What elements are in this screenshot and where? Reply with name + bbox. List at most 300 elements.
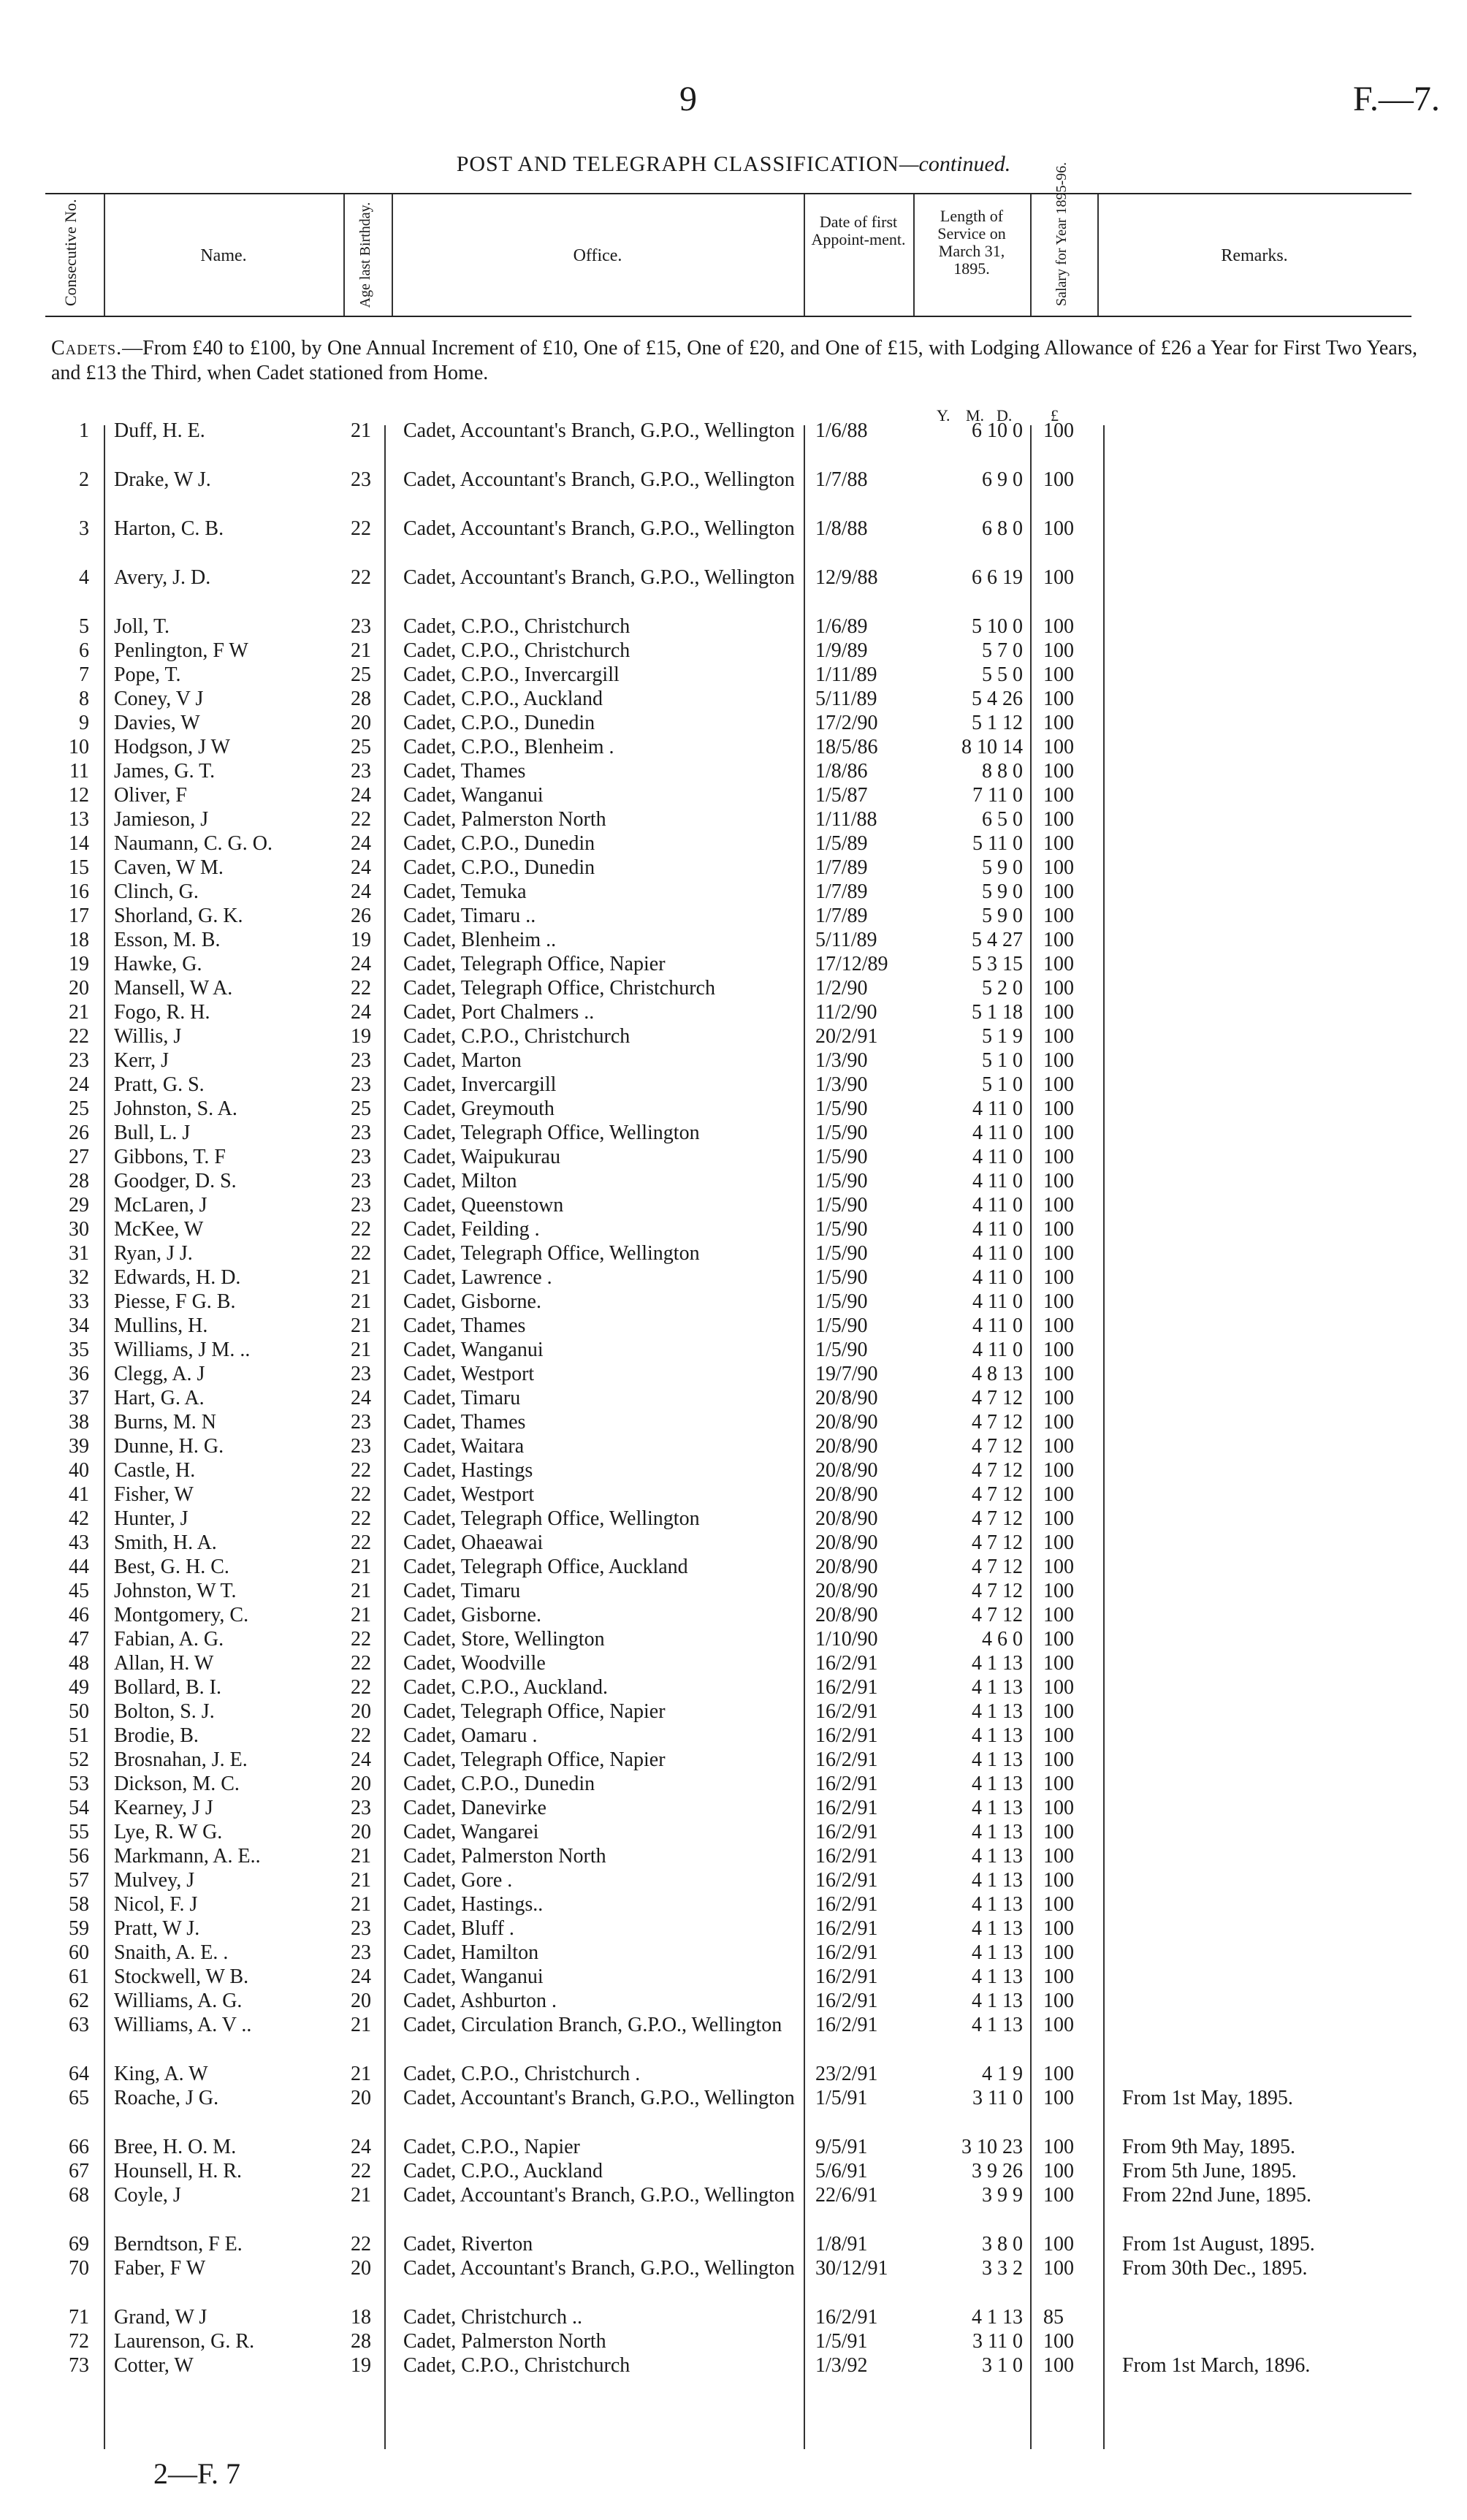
- row-office: Cadet, C.P.O., Dunedin: [403, 1773, 595, 1795]
- row-age: 21: [351, 2184, 371, 2207]
- row-length-of-service: 4 11 0: [972, 1290, 1023, 1313]
- row-length-of-service: 4 6 0: [982, 1628, 1023, 1651]
- row-appointment-date: 12/9/88: [815, 566, 878, 589]
- row-length-of-service: 4 11 0: [972, 1170, 1023, 1192]
- row-name: Piesse, F G. B.: [114, 1290, 236, 1313]
- row-office: Cadet, C.P.O., Auckland: [403, 688, 603, 710]
- row-name: Berndtson, F E.: [114, 2233, 243, 2256]
- row-office: Cadet, Danevirke: [403, 1797, 546, 1819]
- row-office: Cadet, Invercargill: [403, 1073, 557, 1096]
- row-name: Snaith, A. E. .: [114, 1941, 229, 1964]
- row-number: 64: [69, 2063, 89, 2085]
- row-number: 3: [79, 517, 89, 540]
- row-name: Pope, T.: [114, 663, 181, 686]
- row-number: 5: [79, 615, 89, 638]
- row-salary: 100: [1043, 1411, 1074, 1434]
- row-number: 12: [69, 784, 89, 807]
- row-office: Cadet, Greymouth: [403, 1097, 555, 1120]
- row-remarks: From 9th May, 1895.: [1122, 2136, 1295, 2158]
- row-salary: 100: [1043, 1797, 1074, 1819]
- row-name: Johnston, W T.: [114, 1580, 237, 1602]
- row-office: Cadet, Palmerston North: [403, 1845, 606, 1868]
- row-length-of-service: 4 11 0: [972, 1266, 1023, 1289]
- table-row: [0, 1507, 1467, 1531]
- row-office: Cadet, Telegraph Office, Wellington: [403, 1507, 700, 1530]
- table-row: [0, 663, 1467, 688]
- row-appointment-date: 9/5/91: [815, 2136, 868, 2158]
- table-row: [0, 2087, 1467, 2136]
- row-appointment-date: 1/5/91: [815, 2087, 868, 2109]
- row-name: Jamieson, J: [114, 808, 209, 831]
- row-length-of-service: 4 1 13: [972, 1917, 1023, 1940]
- row-salary: 100: [1043, 1893, 1074, 1916]
- row-length-of-service: 5 7 0: [982, 639, 1023, 662]
- row-appointment-date: 1/5/90: [815, 1194, 868, 1217]
- row-age: 23: [351, 1194, 371, 1217]
- row-length-of-service: 3 11 0: [972, 2087, 1023, 2109]
- row-office: Cadet, Ashburton .: [403, 1990, 557, 2012]
- row-name: Mulvey, J: [114, 1869, 195, 1892]
- row-salary: 100: [1043, 1724, 1074, 1747]
- row-length-of-service: 4 7 12: [972, 1556, 1023, 1578]
- row-salary: 100: [1043, 2136, 1074, 2158]
- col-header-office: Office.: [573, 246, 622, 265]
- row-appointment-date: 20/8/90: [815, 1411, 878, 1434]
- row-length-of-service: 7 11 0: [972, 784, 1023, 807]
- row-office: Cadet, C.P.O., Christchurch: [403, 1025, 630, 1048]
- row-length-of-service: 5 3 15: [972, 953, 1023, 975]
- unit-pound: £: [1051, 406, 1059, 425]
- row-appointment-date: 16/2/91: [815, 1724, 878, 1747]
- row-number: 26: [69, 1122, 89, 1144]
- row-age: 20: [351, 1990, 371, 2012]
- header-divider: [1030, 194, 1032, 316]
- row-name: Fabian, A. G.: [114, 1628, 224, 1651]
- page-number: 9: [679, 80, 697, 118]
- table-row: [0, 1170, 1467, 1194]
- row-office: Cadet, Bluff .: [403, 1917, 514, 1940]
- row-appointment-date: 1/10/90: [815, 1628, 878, 1651]
- table-row: [0, 1845, 1467, 1869]
- col-header-name: Name.: [200, 246, 247, 265]
- table-row: [0, 1218, 1467, 1242]
- row-appointment-date: 16/2/91: [815, 1941, 878, 1964]
- row-appointment-date: 1/11/88: [815, 808, 877, 831]
- row-salary: 100: [1043, 1773, 1074, 1795]
- row-appointment-date: 16/2/91: [815, 2014, 878, 2036]
- table-row: [0, 1363, 1467, 1387]
- row-number: 22: [69, 1025, 89, 1048]
- row-age: 24: [351, 832, 371, 855]
- row-age: 23: [351, 1941, 371, 1964]
- row-appointment-date: 1/5/90: [815, 1146, 868, 1168]
- row-office: Cadet, C.P.O., Auckland.: [403, 1676, 608, 1699]
- col-header-remarks: Remarks.: [1221, 246, 1288, 265]
- row-appointment-date: 19/7/90: [815, 1363, 878, 1385]
- row-length-of-service: 4 1 13: [972, 1748, 1023, 1771]
- row-name: Smith, H. A.: [114, 1531, 217, 1554]
- row-appointment-date: 1/7/89: [815, 856, 868, 879]
- row-office: Cadet, C.P.O., Dunedin: [403, 712, 595, 734]
- row-age: 23: [351, 615, 371, 638]
- row-length-of-service: 4 7 12: [972, 1483, 1023, 1506]
- row-salary: 100: [1043, 1266, 1074, 1289]
- table-row: [0, 1556, 1467, 1580]
- unit-days: D.: [997, 406, 1013, 425]
- row-number: 15: [69, 856, 89, 879]
- row-appointment-date: 1/5/90: [815, 1218, 868, 1241]
- row-age: 21: [351, 639, 371, 662]
- row-office: Cadet, Telegraph Office, Napier: [403, 1748, 666, 1771]
- row-office: Cadet, Telegraph Office, Napier: [403, 1700, 666, 1723]
- row-number: 38: [69, 1411, 89, 1434]
- row-appointment-date: 16/2/91: [815, 2306, 878, 2329]
- row-appointment-date: 1/5/90: [815, 1242, 868, 1265]
- row-age: 23: [351, 1363, 371, 1385]
- row-age: 24: [351, 953, 371, 975]
- row-length-of-service: 4 1 13: [972, 1821, 1023, 1843]
- row-office: Cadet, Palmerston North: [403, 808, 606, 831]
- row-number: 53: [69, 1773, 89, 1795]
- row-appointment-date: 1/7/89: [815, 880, 868, 903]
- row-length-of-service: 4 11 0: [972, 1218, 1023, 1241]
- row-name: Gibbons, T. F: [114, 1146, 226, 1168]
- row-salary: 100: [1043, 2063, 1074, 2085]
- row-age: 22: [351, 2160, 371, 2182]
- row-number: 23: [69, 1049, 89, 1072]
- row-office: Cadet, Feilding .: [403, 1218, 540, 1241]
- table-row: [0, 2184, 1467, 2233]
- row-office: Cadet, Timaru: [403, 1387, 521, 1409]
- table-row: [0, 808, 1467, 832]
- row-appointment-date: 17/2/90: [815, 712, 878, 734]
- row-name: Fisher, W: [114, 1483, 194, 1506]
- row-age: 23: [351, 1049, 371, 1072]
- row-office: Cadet, C.P.O., Christchurch .: [403, 2063, 641, 2085]
- row-age: 26: [351, 905, 371, 927]
- row-number: 42: [69, 1507, 89, 1530]
- row-salary: 100: [1043, 832, 1074, 855]
- row-age: 18: [351, 2306, 371, 2329]
- row-number: 31: [69, 1242, 89, 1265]
- row-age: 24: [351, 1001, 371, 1024]
- row-name: Mullins, H.: [114, 1314, 208, 1337]
- row-name: McLaren, J: [114, 1194, 207, 1217]
- row-length-of-service: 5 9 0: [982, 880, 1023, 903]
- table-row: [0, 1073, 1467, 1097]
- row-office: Cadet, Queenstown: [403, 1194, 564, 1217]
- row-name: Ryan, J J.: [114, 1242, 193, 1265]
- row-office: Cadet, Wangarei: [403, 1821, 539, 1843]
- row-salary: 100: [1043, 736, 1074, 758]
- row-number: 37: [69, 1387, 89, 1409]
- row-length-of-service: 4 1 13: [972, 1941, 1023, 1964]
- row-name: Duff, H. E.: [114, 419, 205, 442]
- row-office: Cadet, Telegraph Office, Auckland: [403, 1556, 688, 1578]
- row-number: 71: [69, 2306, 89, 2329]
- row-name: Lye, R. W G.: [114, 1821, 223, 1843]
- row-number: 47: [69, 1628, 89, 1651]
- row-name: Kearney, J J: [114, 1797, 213, 1819]
- row-office: Cadet, Blenheim ..: [403, 929, 557, 951]
- table-row: [0, 1869, 1467, 1893]
- row-salary: 100: [1043, 1387, 1074, 1409]
- row-number: 56: [69, 1845, 89, 1868]
- row-appointment-date: 18/5/86: [815, 736, 878, 758]
- row-salary: 100: [1043, 419, 1074, 442]
- row-appointment-date: 1/9/89: [815, 639, 868, 662]
- row-number: 61: [69, 1965, 89, 1988]
- row-salary: 100: [1043, 2087, 1074, 2109]
- row-name: Faber, F W: [114, 2257, 206, 2280]
- row-office: Cadet, Riverton: [403, 2233, 533, 2256]
- row-number: 8: [79, 688, 89, 710]
- row-salary: 100: [1043, 1990, 1074, 2012]
- table-row: [0, 419, 1467, 468]
- page-title: [0, 152, 1467, 177]
- row-name: Brosnahan, J. E.: [114, 1748, 248, 1771]
- row-length-of-service: 5 1 0: [982, 1049, 1023, 1072]
- row-appointment-date: 1/8/86: [815, 760, 868, 783]
- row-length-of-service: 6 9 0: [982, 468, 1023, 491]
- table-row: [0, 2014, 1467, 2063]
- row-name: Burns, M. N: [114, 1411, 217, 1434]
- row-age: 24: [351, 880, 371, 903]
- row-name: Hawke, G.: [114, 953, 202, 975]
- row-salary: 100: [1043, 615, 1074, 638]
- row-length-of-service: 3 9 26: [972, 2160, 1023, 2182]
- row-age: 23: [351, 1797, 371, 1819]
- row-office: Cadet, Timaru: [403, 1580, 521, 1602]
- unit-months: M.: [966, 406, 985, 425]
- header-bottom-rule: [45, 316, 1411, 317]
- row-age: 20: [351, 712, 371, 734]
- table-row: [0, 615, 1467, 639]
- row-office: Cadet, C.P.O., Auckland: [403, 2160, 603, 2182]
- row-appointment-date: 20/8/90: [815, 1507, 878, 1530]
- row-length-of-service: 4 1 13: [972, 1965, 1023, 1988]
- row-length-of-service: 3 9 9: [982, 2184, 1023, 2207]
- row-salary: 100: [1043, 1339, 1074, 1361]
- row-name: Penlington, F W: [114, 639, 248, 662]
- row-length-of-service: 5 10 0: [972, 615, 1023, 638]
- row-age: 21: [351, 419, 371, 442]
- row-number: 13: [69, 808, 89, 831]
- row-number: 32: [69, 1266, 89, 1289]
- row-name: Williams, A. G.: [114, 1990, 243, 2012]
- row-office: Cadet, Oamaru .: [403, 1724, 538, 1747]
- row-salary: 100: [1043, 953, 1074, 975]
- row-salary: 100: [1043, 1435, 1074, 1458]
- row-number: 50: [69, 1700, 89, 1723]
- row-length-of-service: 6 8 0: [982, 517, 1023, 540]
- section-text: —From £40 to £100, by One Annual Increment of £10, One of £15, One of £20, and One of £15, with Lodging Allowance of £26 a Year for First Two Years, and £13 the Third, when Cadet stationed from Home.: [51, 337, 1417, 384]
- row-salary: 100: [1043, 1290, 1074, 1313]
- table-row: [0, 1773, 1467, 1797]
- row-appointment-date: 16/2/91: [815, 1990, 878, 2012]
- row-age: 23: [351, 468, 371, 491]
- row-appointment-date: 1/8/88: [815, 517, 868, 540]
- row-age: 21: [351, 1339, 371, 1361]
- row-salary: 100: [1043, 712, 1074, 734]
- row-appointment-date: 1/5/90: [815, 1097, 868, 1120]
- row-age: 22: [351, 1531, 371, 1554]
- row-salary: 100: [1043, 784, 1074, 807]
- row-salary: 100: [1043, 808, 1074, 831]
- row-age: 22: [351, 2233, 371, 2256]
- row-name: Williams, A. V ..: [114, 2014, 252, 2036]
- table-row: [0, 977, 1467, 1001]
- row-name: Bree, H. O. M.: [114, 2136, 237, 2158]
- row-salary: 100: [1043, 856, 1074, 879]
- row-length-of-service: 4 1 13: [972, 2306, 1023, 2329]
- table-row: [0, 1314, 1467, 1339]
- table-row: [0, 1748, 1467, 1773]
- row-age: 21: [351, 1893, 371, 1916]
- table-row: [0, 1965, 1467, 1990]
- row-number: 72: [69, 2330, 89, 2353]
- row-age: 21: [351, 1290, 371, 1313]
- row-salary: 100: [1043, 663, 1074, 686]
- row-age: 23: [351, 1146, 371, 1168]
- row-appointment-date: 16/2/91: [815, 1845, 878, 1868]
- row-office: Cadet, C.P.O., Napier: [403, 2136, 580, 2158]
- row-appointment-date: 1/6/89: [815, 615, 868, 638]
- row-name: Hunter, J: [114, 1507, 188, 1530]
- row-office: Cadet, Accountant's Branch, G.P.O., Wellington: [403, 566, 795, 589]
- row-number: 30: [69, 1218, 89, 1241]
- row-appointment-date: 1/3/92: [815, 2354, 868, 2377]
- row-age: 24: [351, 1387, 371, 1409]
- row-office: Cadet, Accountant's Branch, G.P.O., Wellington: [403, 419, 795, 442]
- row-name: Clegg, A. J: [114, 1363, 205, 1385]
- row-length-of-service: 4 8 13: [972, 1363, 1023, 1385]
- row-name: Cotter, W: [114, 2354, 194, 2377]
- row-length-of-service: 4 7 12: [972, 1411, 1023, 1434]
- row-salary: 100: [1043, 1869, 1074, 1892]
- row-appointment-date: 16/2/91: [815, 1965, 878, 1988]
- table-row: [0, 1652, 1467, 1676]
- row-office: Cadet, Port Chalmers ..: [403, 1001, 595, 1024]
- row-age: 22: [351, 977, 371, 1000]
- row-office: Cadet, Gore .: [403, 1869, 513, 1892]
- row-number: 69: [69, 2233, 89, 2256]
- row-name: Grand, W J: [114, 2306, 207, 2329]
- table-row: [0, 1628, 1467, 1652]
- row-length-of-service: 5 5 0: [982, 663, 1023, 686]
- header-divider: [343, 194, 345, 316]
- row-salary: 100: [1043, 1700, 1074, 1723]
- row-name: King, A. W: [114, 2063, 208, 2085]
- row-number: 48: [69, 1652, 89, 1675]
- row-length-of-service: 5 9 0: [982, 905, 1023, 927]
- table-row: [0, 784, 1467, 808]
- row-remarks: From 30th Dec., 1895.: [1122, 2257, 1308, 2280]
- table-row: [0, 1411, 1467, 1435]
- row-number: 67: [69, 2160, 89, 2182]
- classification-table: [0, 419, 1467, 2378]
- row-number: 58: [69, 1893, 89, 1916]
- row-number: 20: [69, 977, 89, 1000]
- row-length-of-service: 4 1 13: [972, 2014, 1023, 2036]
- row-length-of-service: 4 1 13: [972, 1652, 1023, 1675]
- row-length-of-service: 4 1 13: [972, 1845, 1023, 1868]
- row-salary: 100: [1043, 2014, 1074, 2036]
- row-salary: 85: [1043, 2306, 1064, 2329]
- row-number: 33: [69, 1290, 89, 1313]
- row-office: Cadet, Waitara: [403, 1435, 525, 1458]
- row-appointment-date: 1/5/90: [815, 1339, 868, 1361]
- row-salary: 100: [1043, 2330, 1074, 2353]
- table-row: [0, 1459, 1467, 1483]
- row-salary: 100: [1043, 1628, 1074, 1651]
- col-header-consecutive-no: Consecutive No.: [61, 199, 80, 306]
- row-number: 62: [69, 1990, 89, 2012]
- row-appointment-date: 1/3/90: [815, 1049, 868, 1072]
- row-office: Cadet, Hastings..: [403, 1893, 544, 1916]
- header-divider: [913, 194, 915, 316]
- row-age: 21: [351, 1314, 371, 1337]
- row-number: 43: [69, 1531, 89, 1554]
- row-office: Cadet, Milton: [403, 1170, 517, 1192]
- row-appointment-date: 17/12/89: [815, 953, 888, 975]
- row-appointment-date: 16/2/91: [815, 1821, 878, 1843]
- row-length-of-service: 6 10 0: [972, 419, 1023, 442]
- row-number: 19: [69, 953, 89, 975]
- row-appointment-date: 16/2/91: [815, 1869, 878, 1892]
- row-office: Cadet, C.P.O., Blenheim .: [403, 736, 614, 758]
- row-appointment-date: 20/8/90: [815, 1435, 878, 1458]
- row-salary: 100: [1043, 1194, 1074, 1217]
- row-length-of-service: 4 1 13: [972, 1797, 1023, 1819]
- row-salary: 100: [1043, 1917, 1074, 1940]
- row-name: Fogo, R. H.: [114, 1001, 210, 1024]
- row-number: 21: [69, 1001, 89, 1024]
- row-age: 22: [351, 1628, 371, 1651]
- row-age: 23: [351, 1122, 371, 1144]
- row-number: 49: [69, 1676, 89, 1699]
- row-office: Cadet, Telegraph Office, Wellington: [403, 1122, 700, 1144]
- row-number: 70: [69, 2257, 89, 2280]
- row-salary: 100: [1043, 880, 1074, 903]
- row-appointment-date: 16/2/91: [815, 1676, 878, 1699]
- row-name: Mansell, W A.: [114, 977, 233, 1000]
- row-salary: 100: [1043, 566, 1074, 589]
- row-appointment-date: 16/2/91: [815, 1773, 878, 1795]
- row-office: Cadet, Christchurch ..: [403, 2306, 582, 2329]
- row-appointment-date: 22/6/91: [815, 2184, 878, 2207]
- table-row: [0, 566, 1467, 615]
- row-age: 24: [351, 2136, 371, 2158]
- row-age: 22: [351, 1652, 371, 1675]
- row-name: Drake, W J.: [114, 468, 211, 491]
- row-salary: 100: [1043, 1001, 1074, 1024]
- row-number: 28: [69, 1170, 89, 1192]
- row-salary: 100: [1043, 760, 1074, 783]
- row-salary: 100: [1043, 1941, 1074, 1964]
- row-appointment-date: 1/5/91: [815, 2330, 868, 2353]
- row-salary: 100: [1043, 1748, 1074, 1771]
- row-salary: 100: [1043, 1580, 1074, 1602]
- title-text: POST AND TELEGRAPH CLASSIFICATION: [456, 152, 899, 176]
- row-office: Cadet, Thames: [403, 760, 526, 783]
- row-name: Kerr, J: [114, 1049, 169, 1072]
- row-length-of-service: 4 1 9: [982, 2063, 1023, 2085]
- row-name: Bolton, S. J.: [114, 1700, 215, 1723]
- row-length-of-service: 8 8 0: [982, 760, 1023, 783]
- row-salary: 100: [1043, 1507, 1074, 1530]
- row-salary: 100: [1043, 1604, 1074, 1626]
